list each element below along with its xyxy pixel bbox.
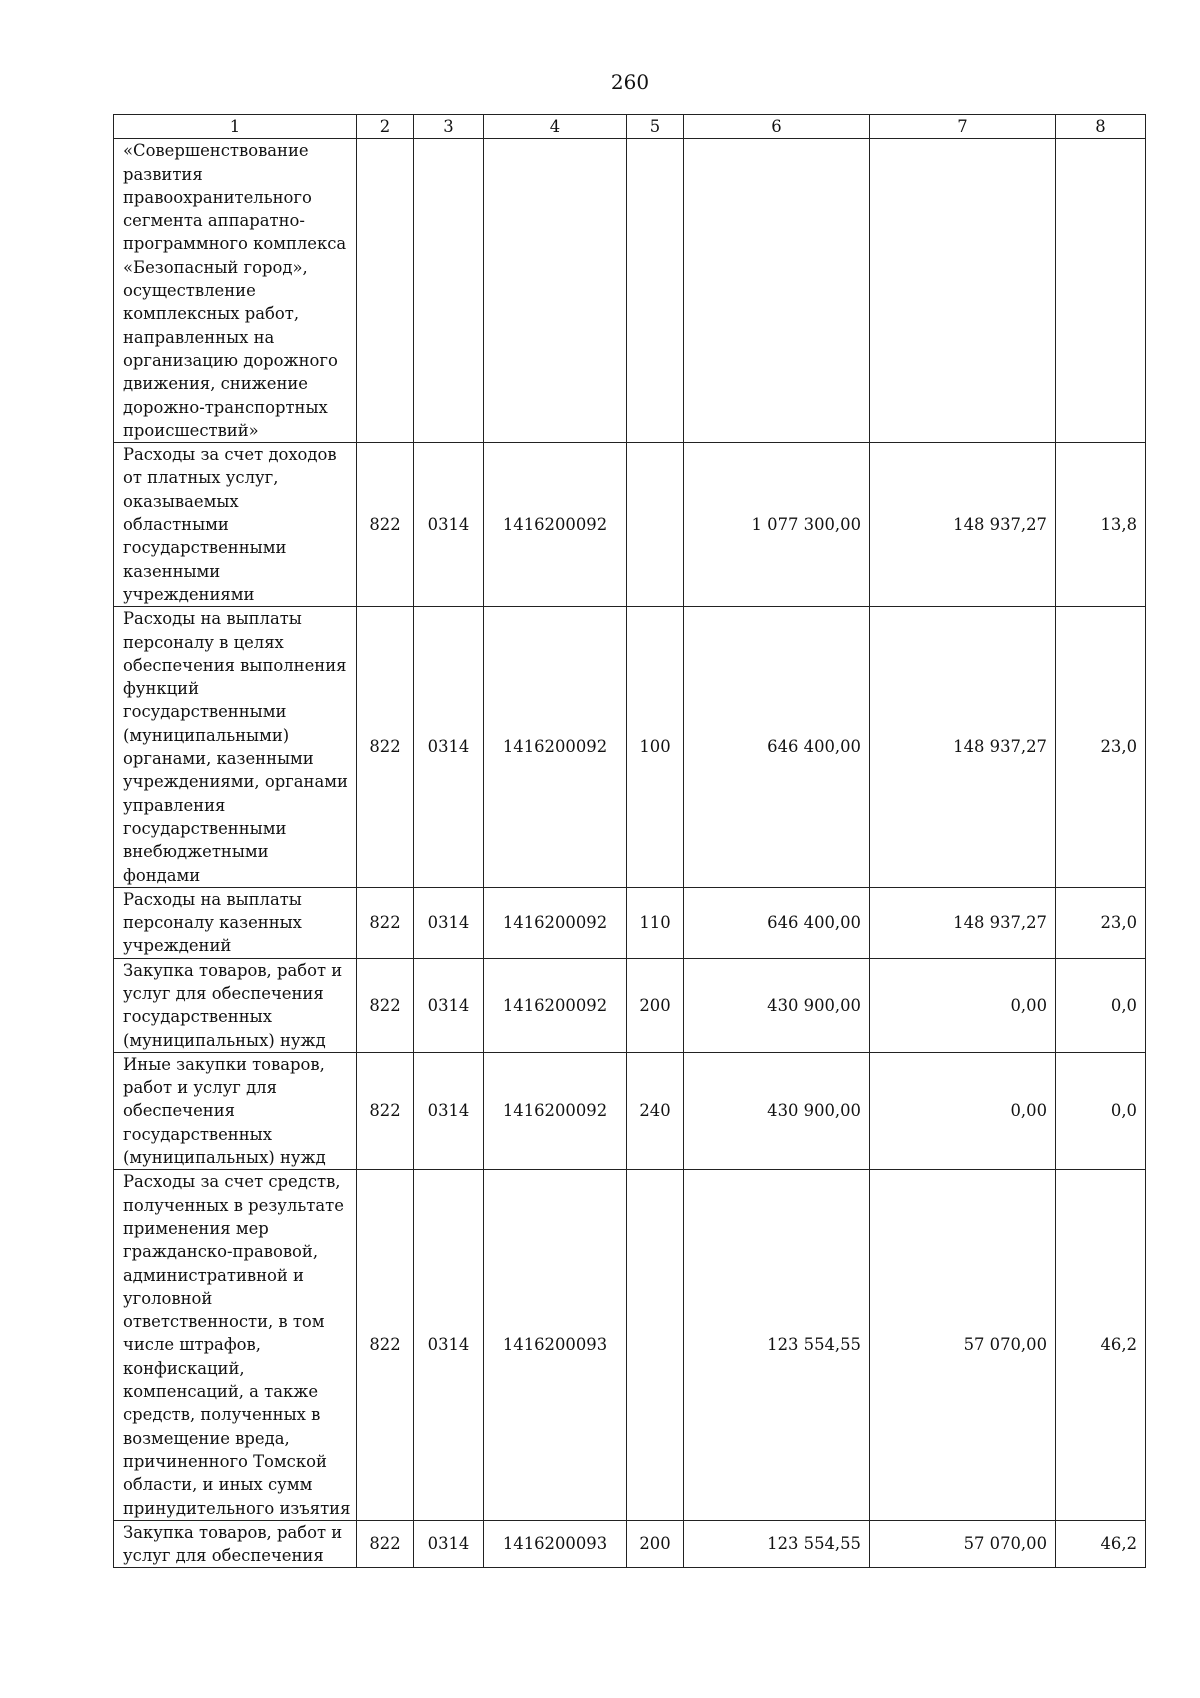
execution-percent-cell: 0,0 — [1056, 1052, 1146, 1169]
expense-type-cell: 240 — [627, 1052, 684, 1169]
execution-percent-cell: 46,2 — [1056, 1520, 1146, 1568]
target-article-cell: 1416200092 — [484, 1052, 627, 1169]
expense-type-cell — [627, 139, 684, 443]
ministry-code-cell: 822 — [357, 1520, 414, 1568]
table-row — [114, 1052, 1146, 1169]
planned-amount-cell — [684, 139, 870, 443]
executed-amount-cell: 0,00 — [870, 958, 1056, 1052]
column-header: 2 — [357, 115, 414, 139]
table-row — [114, 1170, 1146, 1520]
column-header: 6 — [684, 115, 870, 139]
target-article-cell: 1416200093 — [484, 1520, 627, 1568]
target-article-cell: 1416200092 — [484, 443, 627, 607]
table-row — [114, 443, 1146, 607]
planned-amount-cell: 1 077 300,00 — [684, 443, 870, 607]
target-article-cell: 1416200092 — [484, 607, 627, 888]
header-row — [114, 115, 1146, 139]
planned-amount-cell: 430 900,00 — [684, 958, 870, 1052]
table-row — [114, 958, 1146, 1052]
target-article-cell — [484, 139, 627, 443]
expense-type-cell: 110 — [627, 887, 684, 958]
executed-amount-cell: 148 937,27 — [870, 443, 1056, 607]
column-header: 1 — [114, 115, 357, 139]
ministry-code-cell: 822 — [357, 607, 414, 888]
executed-amount-cell — [870, 139, 1056, 443]
ministry-code-cell: 822 — [357, 443, 414, 607]
planned-amount-cell: 646 400,00 — [684, 887, 870, 958]
execution-percent-cell: 23,0 — [1056, 607, 1146, 888]
table-row — [114, 1520, 1146, 1568]
executed-amount-cell: 148 937,27 — [870, 607, 1056, 888]
expense-type-cell: 100 — [627, 607, 684, 888]
description-cell: Закупка товаров, работ и услуг для обеспечения — [114, 1520, 357, 1568]
table-row — [114, 607, 1146, 888]
section-code-cell: 0314 — [414, 958, 484, 1052]
section-code-cell: 0314 — [414, 1520, 484, 1568]
executed-amount-cell: 57 070,00 — [870, 1170, 1056, 1520]
execution-percent-cell: 0,0 — [1056, 958, 1146, 1052]
target-article-cell: 1416200092 — [484, 887, 627, 958]
section-code-cell: 0314 — [414, 1170, 484, 1520]
execution-percent-cell — [1056, 139, 1146, 443]
executed-amount-cell: 148 937,27 — [870, 887, 1056, 958]
expense-type-cell — [627, 1170, 684, 1520]
description-cell: Расходы на выплаты персоналу в целях обеспечения выполнения функций государственными (муниципальными) органами, казенными учреждениями, органами управления государственными внебюджетными фондами — [114, 607, 357, 888]
column-header: 7 — [870, 115, 1056, 139]
executed-amount-cell: 57 070,00 — [870, 1520, 1056, 1568]
budget-table — [113, 114, 1146, 1568]
table-row — [114, 887, 1146, 958]
planned-amount-cell: 123 554,55 — [684, 1170, 870, 1520]
section-code-cell — [414, 139, 484, 443]
execution-percent-cell: 23,0 — [1056, 887, 1146, 958]
section-code-cell: 0314 — [414, 887, 484, 958]
expense-type-cell — [627, 443, 684, 607]
execution-percent-cell: 13,8 — [1056, 443, 1146, 607]
expense-type-cell: 200 — [627, 1520, 684, 1568]
expense-type-cell: 200 — [627, 958, 684, 1052]
executed-amount-cell: 0,00 — [870, 1052, 1056, 1169]
section-code-cell: 0314 — [414, 607, 484, 888]
description-cell: Иные закупки товаров, работ и услуг для обеспечения государственных (муниципальных) нужд — [114, 1052, 357, 1169]
ministry-code-cell: 822 — [357, 958, 414, 1052]
description-cell: Закупка товаров, работ и услуг для обеспечения государственных (муниципальных) нужд — [114, 958, 357, 1052]
section-code-cell: 0314 — [414, 1052, 484, 1169]
description-cell: Расходы за счет средств, полученных в результате применения мер гражданско-правовой, административной и уголовной ответственности, в том числе штрафов, конфискаций, компенсаций, а также средств, полученных в возмещение вреда, причиненного Томской области, и иных сумм принудительного изъятия — [114, 1170, 357, 1520]
planned-amount-cell: 430 900,00 — [684, 1052, 870, 1169]
column-header: 5 — [627, 115, 684, 139]
execution-percent-cell: 46,2 — [1056, 1170, 1146, 1520]
ministry-code-cell: 822 — [357, 1052, 414, 1169]
planned-amount-cell: 123 554,55 — [684, 1520, 870, 1568]
ministry-code-cell — [357, 139, 414, 443]
description-cell: «Совершенствование развития правоохранительного сегмента аппаратно- программного комплекса «Безопасный город», осуществление комплексных работ, направленных на организацию дорожного движения, снижение дорожно-транспортных происшествий» — [114, 139, 357, 443]
column-header: 3 — [414, 115, 484, 139]
page-number: 260 — [610, 70, 650, 94]
target-article-cell: 1416200093 — [484, 1170, 627, 1520]
section-code-cell: 0314 — [414, 443, 484, 607]
description-cell: Расходы на выплаты персоналу казенных учреждений — [114, 887, 357, 958]
description-cell: Расходы за счет доходов от платных услуг, оказываемых областными государственными казенными учреждениями — [114, 443, 357, 607]
target-article-cell: 1416200092 — [484, 958, 627, 1052]
table-row — [114, 139, 1146, 443]
ministry-code-cell: 822 — [357, 887, 414, 958]
column-header: 4 — [484, 115, 627, 139]
column-header: 8 — [1056, 115, 1146, 139]
ministry-code-cell: 822 — [357, 1170, 414, 1520]
planned-amount-cell: 646 400,00 — [684, 607, 870, 888]
